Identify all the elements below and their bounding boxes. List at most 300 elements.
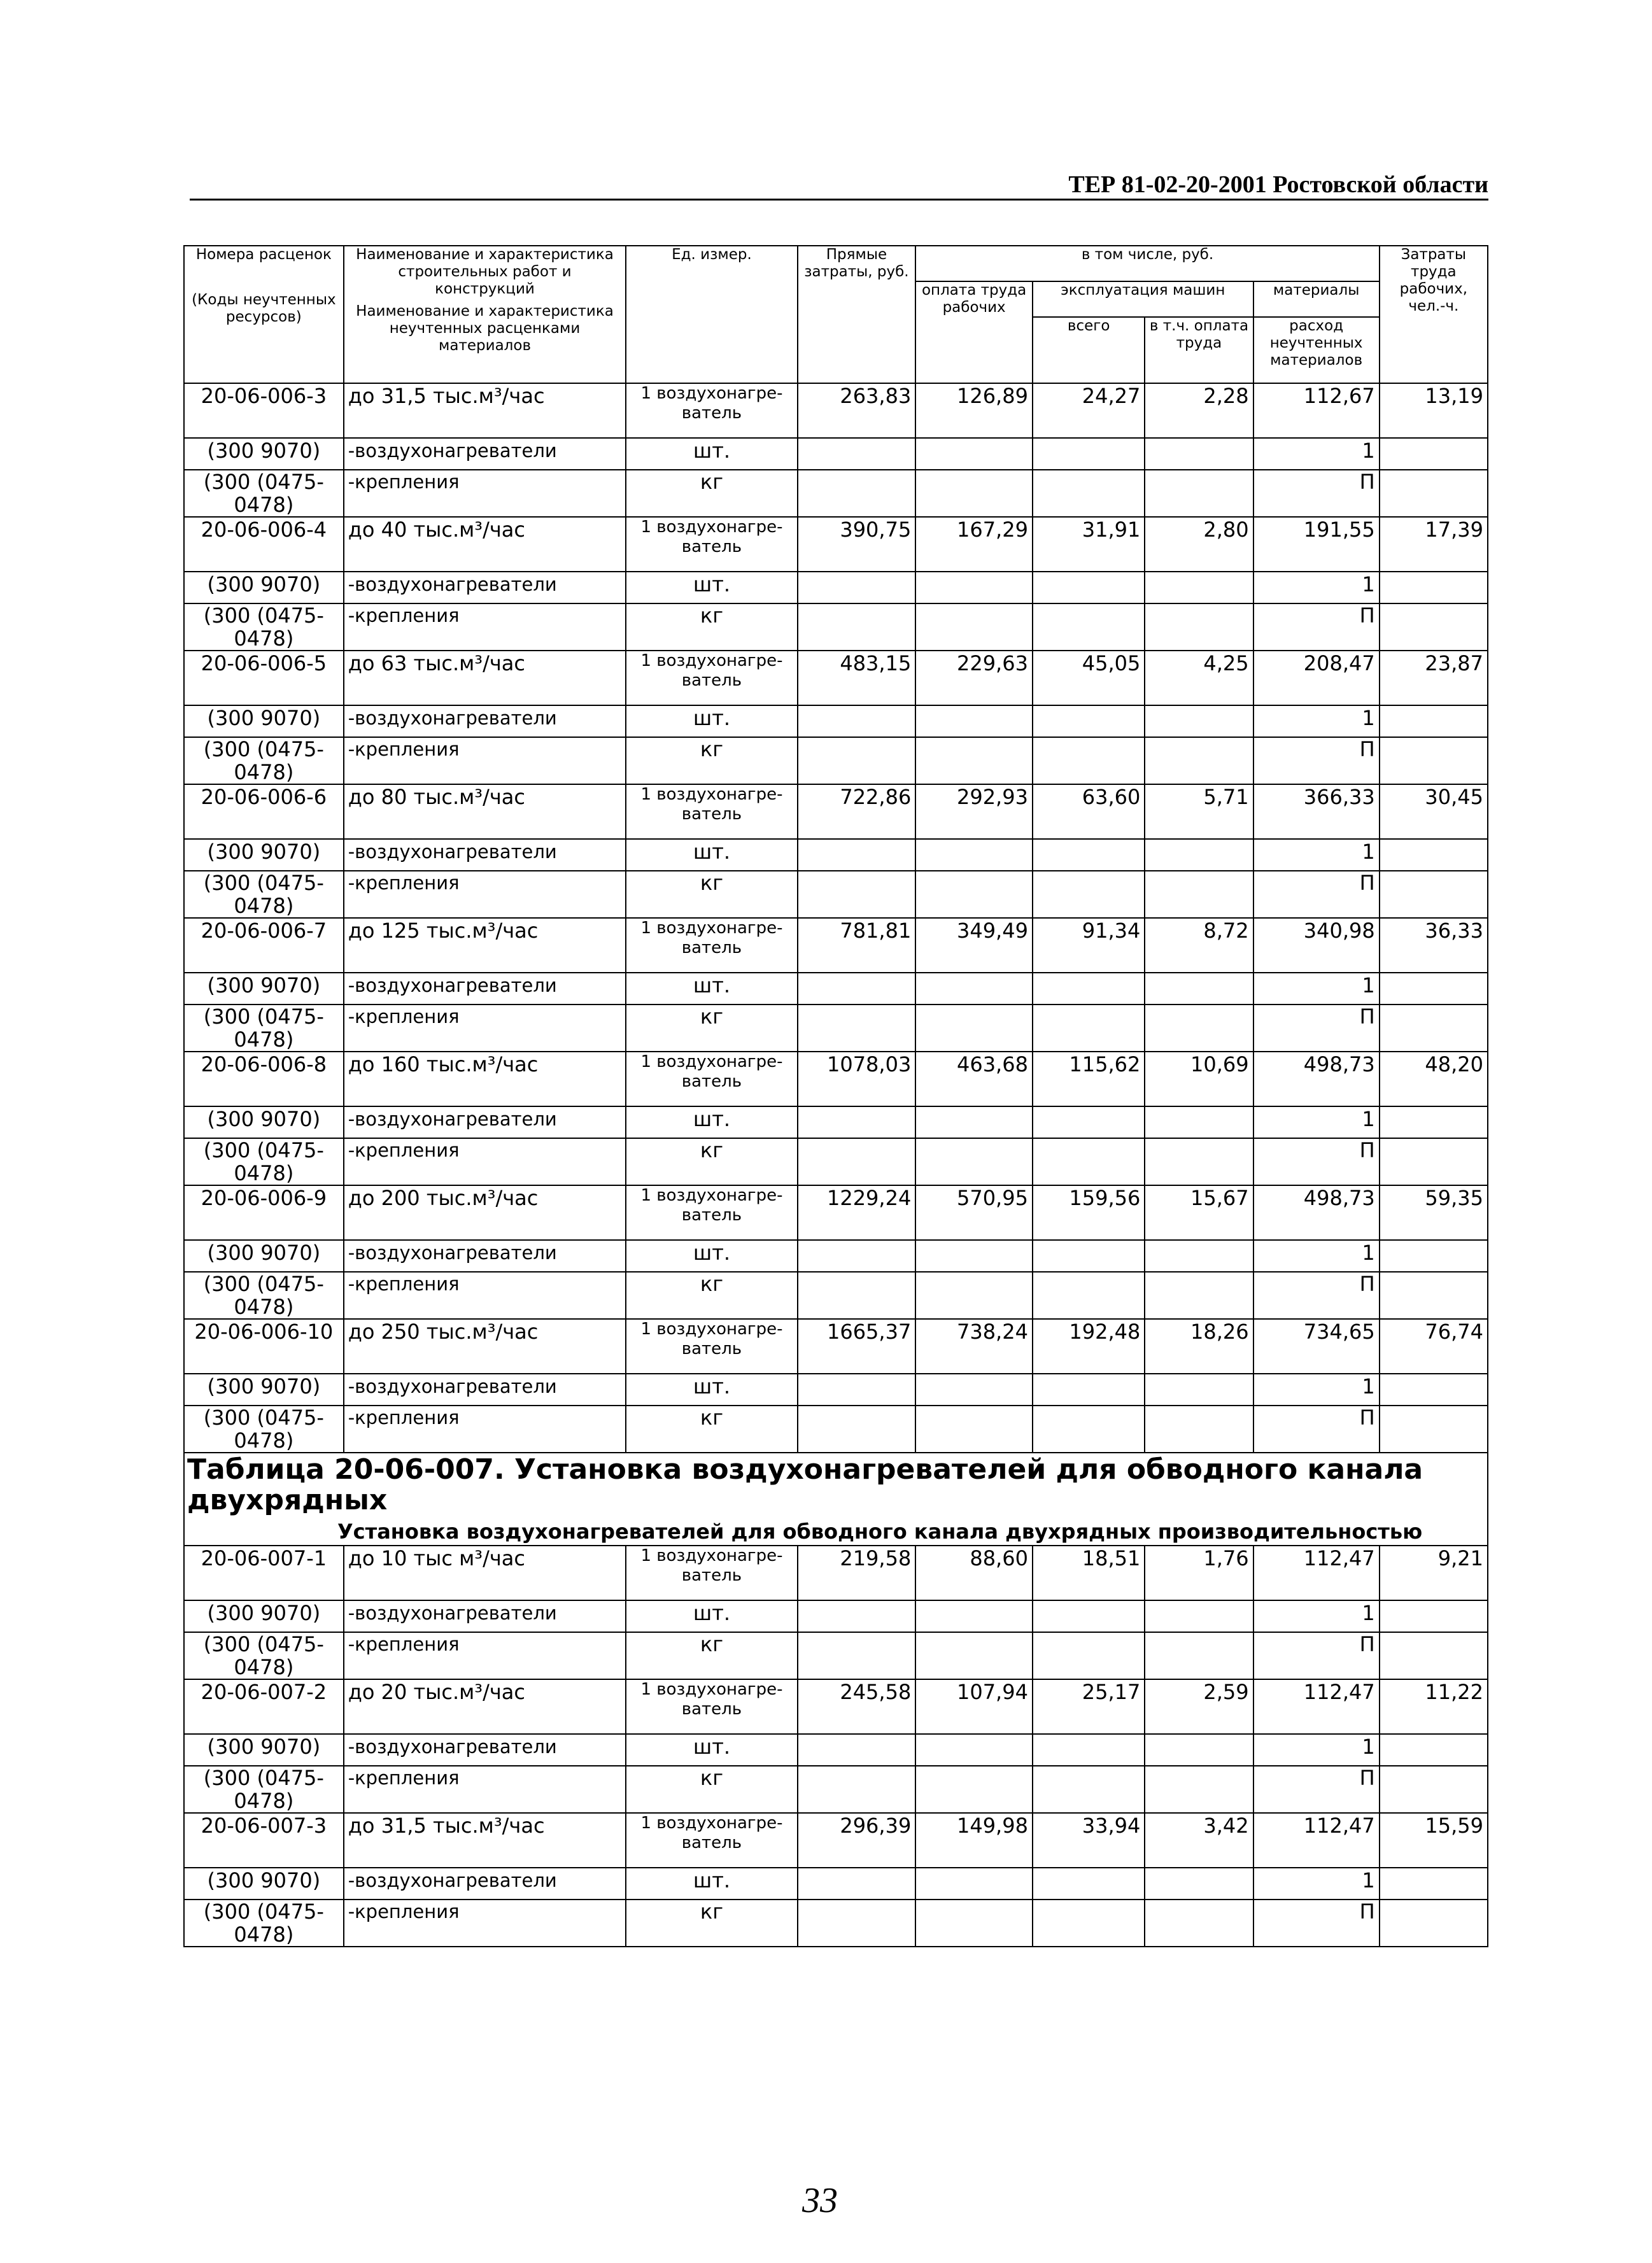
rate-name: до 20 тыс.м³/час: [344, 1679, 626, 1734]
resource-name: -воздухонагреватели: [344, 1600, 626, 1632]
wages-cost: 88,60: [915, 1546, 1033, 1600]
resource-name: -воздухонагреватели: [344, 705, 626, 737]
empty-cell: [1145, 705, 1253, 737]
resource-row: [184, 737, 1488, 784]
wages-cost: 167,29: [915, 517, 1033, 572]
empty-cell: [915, 470, 1033, 517]
empty-cell: [1380, 1868, 1488, 1900]
empty-cell: [1380, 839, 1488, 871]
empty-cell: [798, 839, 916, 871]
rate-name: до 31,5 тыс.м³/час: [344, 1813, 626, 1868]
rate-unit: [626, 1319, 797, 1374]
machines-cost: 91,34: [1033, 918, 1145, 973]
empty-cell: [1145, 1868, 1253, 1900]
empty-cell: [915, 705, 1033, 737]
direct-cost: 722,86: [798, 784, 916, 839]
resource-row: [184, 1005, 1488, 1052]
empty-cell: [1380, 438, 1488, 470]
resource-unit: кг: [626, 1632, 797, 1679]
empty-cell: [798, 470, 916, 517]
resource-name: -крепления: [344, 470, 626, 517]
empty-cell: [1145, 1138, 1253, 1185]
resource-materials: П: [1253, 1766, 1380, 1813]
materials-cost: 340,98: [1253, 918, 1380, 973]
resource-code: (300 (0475-0478): [184, 1406, 344, 1453]
empty-cell: [1033, 839, 1145, 871]
empty-cell: [798, 737, 916, 784]
resource-code: (300 (0475-0478): [184, 737, 344, 784]
resource-row: [184, 1868, 1488, 1900]
rate-code: 20-06-006-3: [184, 383, 344, 438]
resource-row: [184, 1138, 1488, 1185]
resource-code: (300 9070): [184, 705, 344, 737]
empty-cell: [915, 1106, 1033, 1138]
resource-materials: 1: [1253, 705, 1380, 737]
resource-row: [184, 1632, 1488, 1679]
table-row: [184, 651, 1488, 705]
resource-materials: 1: [1253, 839, 1380, 871]
rate-name: до 125 тыс.м³/час: [344, 918, 626, 973]
resource-unit: шт.: [626, 438, 797, 470]
resource-name: -крепления: [344, 603, 626, 651]
resource-name: -крепления: [344, 1900, 626, 1947]
rate-unit: [626, 1546, 797, 1600]
empty-cell: [1145, 737, 1253, 784]
machines-wages: 4,25: [1145, 651, 1253, 705]
resource-row: [184, 1766, 1488, 1813]
table-row: [184, 1052, 1488, 1106]
resource-materials: 1: [1253, 572, 1380, 603]
empty-cell: [1145, 1406, 1253, 1453]
resource-unit: кг: [626, 1272, 797, 1319]
resource-row: [184, 470, 1488, 517]
resource-code: (300 (0475-0478): [184, 1766, 344, 1813]
table-row: [184, 1546, 1488, 1600]
empty-cell: [1380, 1240, 1488, 1272]
empty-cell: [798, 1106, 916, 1138]
direct-cost: 1229,24: [798, 1185, 916, 1240]
resource-code: (300 (0475-0478): [184, 871, 344, 918]
table-body-006: [184, 383, 1488, 1453]
empty-cell: [1033, 603, 1145, 651]
resource-materials: 1: [1253, 1374, 1380, 1406]
direct-cost: 245,58: [798, 1679, 916, 1734]
machines-cost: 159,56: [1033, 1185, 1145, 1240]
resource-materials: П: [1253, 1272, 1380, 1319]
resource-unit: шт.: [626, 1374, 797, 1406]
rate-unit-text: 1 воздухонагре-ватель: [640, 919, 783, 957]
resource-row: [184, 1240, 1488, 1272]
empty-cell: [915, 1900, 1033, 1947]
table-body-007: [184, 1546, 1488, 1947]
materials-cost: 366,33: [1253, 784, 1380, 839]
labor-cost: 17,39: [1380, 517, 1488, 572]
empty-cell: [915, 1406, 1033, 1453]
header-title: ТЕР 81-02-20-2001 Ростовской области: [1068, 171, 1488, 198]
resource-materials: П: [1253, 1900, 1380, 1947]
empty-cell: [798, 438, 916, 470]
resource-name: -воздухонагреватели: [344, 973, 626, 1005]
wages-cost: 126,89: [915, 383, 1033, 438]
resource-name: -крепления: [344, 1005, 626, 1052]
empty-cell: [1380, 1272, 1488, 1319]
resource-materials: 1: [1253, 1600, 1380, 1632]
empty-cell: [1380, 1766, 1488, 1813]
rate-code: 20-06-006-6: [184, 784, 344, 839]
resource-code: (300 (0475-0478): [184, 1900, 344, 1947]
empty-cell: [798, 1240, 916, 1272]
empty-cell: [915, 1600, 1033, 1632]
empty-cell: [915, 871, 1033, 918]
resource-name: -воздухонагреватели: [344, 1734, 626, 1766]
machines-wages: 2,28: [1145, 383, 1253, 438]
rate-name: до 160 тыс.м³/час: [344, 1052, 626, 1106]
empty-cell: [798, 1766, 916, 1813]
resource-name: -воздухонагреватели: [344, 572, 626, 603]
empty-cell: [915, 572, 1033, 603]
rate-unit-text: 1 воздухонагре-ватель: [640, 518, 783, 556]
machines-cost: 192,48: [1033, 1319, 1145, 1374]
rate-name: до 10 тыс м³/час: [344, 1546, 626, 1600]
resource-row: [184, 1734, 1488, 1766]
resource-materials: П: [1253, 603, 1380, 651]
rate-unit: [626, 918, 797, 973]
resource-name: -воздухонагреватели: [344, 1106, 626, 1138]
labor-cost: 9,21: [1380, 1546, 1488, 1600]
col-name-top: Наименование и характеристика строительных работ и конструкций: [356, 246, 614, 297]
rate-unit-text: 1 воздухонагре-ватель: [640, 1052, 783, 1091]
section-007-header: [184, 1453, 1488, 1546]
empty-cell: [1145, 1734, 1253, 1766]
machines-wages: 8,72: [1145, 918, 1253, 973]
empty-cell: [1380, 603, 1488, 651]
resource-row: [184, 705, 1488, 737]
wages-cost: 463,68: [915, 1052, 1033, 1106]
resource-code: (300 9070): [184, 1374, 344, 1406]
rate-code: 20-06-006-5: [184, 651, 344, 705]
table-row: [184, 1813, 1488, 1868]
resource-unit: кг: [626, 603, 797, 651]
col-unit-header: Ед. измер.: [626, 246, 797, 383]
rate-name: до 250 тыс.м³/час: [344, 1319, 626, 1374]
empty-cell: [915, 973, 1033, 1005]
empty-cell: [1145, 438, 1253, 470]
empty-cell: [1145, 1900, 1253, 1947]
wages-cost: 570,95: [915, 1185, 1033, 1240]
rate-unit-text: 1 воздухонагре-ватель: [640, 1546, 783, 1585]
col-machines-header: эксплуатация машин: [1033, 281, 1253, 317]
empty-cell: [1380, 871, 1488, 918]
materials-cost: 498,73: [1253, 1052, 1380, 1106]
resource-code: (300 9070): [184, 1600, 344, 1632]
empty-cell: [915, 438, 1033, 470]
col-incl-header: в том числе, руб.: [915, 246, 1379, 281]
empty-cell: [915, 1138, 1033, 1185]
machines-wages: 5,71: [1145, 784, 1253, 839]
resource-unit: шт.: [626, 572, 797, 603]
empty-cell: [1033, 1868, 1145, 1900]
rate-code: 20-06-006-10: [184, 1319, 344, 1374]
resource-code: (300 (0475-0478): [184, 1272, 344, 1319]
empty-cell: [1033, 1632, 1145, 1679]
empty-cell: [915, 1868, 1033, 1900]
resource-name: -воздухонагреватели: [344, 839, 626, 871]
empty-cell: [798, 1005, 916, 1052]
direct-cost: 263,83: [798, 383, 916, 438]
empty-cell: [1145, 1272, 1253, 1319]
resource-row: [184, 1900, 1488, 1947]
rate-name: до 80 тыс.м³/час: [344, 784, 626, 839]
resource-name: -крепления: [344, 1138, 626, 1185]
resource-materials: 1: [1253, 1240, 1380, 1272]
empty-cell: [798, 1374, 916, 1406]
empty-cell: [798, 572, 916, 603]
resource-row: [184, 973, 1488, 1005]
empty-cell: [915, 1632, 1033, 1679]
resource-materials: П: [1253, 871, 1380, 918]
wages-cost: 229,63: [915, 651, 1033, 705]
document-header: [190, 171, 1488, 201]
resource-code: (300 9070): [184, 572, 344, 603]
price-table: [183, 245, 1488, 1947]
resource-row: [184, 839, 1488, 871]
machines-wages: 10,69: [1145, 1052, 1253, 1106]
labor-cost: 76,74: [1380, 1319, 1488, 1374]
empty-cell: [798, 973, 916, 1005]
col-labor-header: Затраты труда рабочих, чел.-ч.: [1380, 246, 1488, 383]
col-mach-wages-header: в т.ч. оплата труда: [1145, 317, 1253, 383]
resource-name: -крепления: [344, 1632, 626, 1679]
labor-cost: 15,59: [1380, 1813, 1488, 1868]
section-title: Таблица 20-06-007. Установка воздухонагревателей для обводного канала двухрядных: [184, 1453, 1488, 1517]
rate-unit: [626, 1679, 797, 1734]
rate-unit-text: 1 воздухонагре-ватель: [640, 1814, 783, 1852]
empty-cell: [1033, 1900, 1145, 1947]
empty-cell: [1380, 1005, 1488, 1052]
empty-cell: [1145, 1766, 1253, 1813]
machines-cost: 24,27: [1033, 383, 1145, 438]
resource-unit: кг: [626, 1766, 797, 1813]
resource-row: [184, 1374, 1488, 1406]
resource-code: (300 9070): [184, 1868, 344, 1900]
resource-code: (300 9070): [184, 1734, 344, 1766]
resource-row: [184, 438, 1488, 470]
resource-code: (300 9070): [184, 1240, 344, 1272]
machines-cost: 18,51: [1033, 1546, 1145, 1600]
empty-cell: [1145, 973, 1253, 1005]
empty-cell: [798, 1406, 916, 1453]
empty-cell: [1380, 1632, 1488, 1679]
direct-cost: 1665,37: [798, 1319, 916, 1374]
resource-code: (300 (0475-0478): [184, 1005, 344, 1052]
direct-cost: 390,75: [798, 517, 916, 572]
resource-materials: 1: [1253, 1868, 1380, 1900]
empty-cell: [915, 1374, 1033, 1406]
resource-name: -крепления: [344, 1766, 626, 1813]
resource-row: [184, 603, 1488, 651]
col-code-bottom: (Коды неучтенных ресурсов): [192, 292, 336, 325]
resource-name: -крепления: [344, 737, 626, 784]
materials-cost: 112,67: [1253, 383, 1380, 438]
resource-unit: шт.: [626, 1240, 797, 1272]
empty-cell: [798, 1868, 916, 1900]
empty-cell: [1380, 1374, 1488, 1406]
resource-unit: шт.: [626, 1600, 797, 1632]
empty-cell: [1033, 572, 1145, 603]
direct-cost: 1078,03: [798, 1052, 916, 1106]
rate-code: 20-06-007-3: [184, 1813, 344, 1868]
col-code-top: Номера расценок: [195, 246, 332, 263]
labor-cost: 13,19: [1380, 383, 1488, 438]
rate-name: до 63 тыс.м³/час: [344, 651, 626, 705]
resource-name: -крепления: [344, 1406, 626, 1453]
empty-cell: [798, 603, 916, 651]
machines-cost: 31,91: [1033, 517, 1145, 572]
empty-cell: [798, 1900, 916, 1947]
labor-cost: 11,22: [1380, 1679, 1488, 1734]
empty-cell: [1145, 1005, 1253, 1052]
machines-wages: 2,80: [1145, 517, 1253, 572]
resource-unit: шт.: [626, 1106, 797, 1138]
resource-unit: кг: [626, 871, 797, 918]
rate-code: 20-06-006-7: [184, 918, 344, 973]
resource-unit: шт.: [626, 1734, 797, 1766]
machines-cost: 45,05: [1033, 651, 1145, 705]
resource-code: (300 (0475-0478): [184, 1632, 344, 1679]
page-number: 33: [802, 2181, 838, 2220]
rate-code: 20-06-007-2: [184, 1679, 344, 1734]
table-row: [184, 784, 1488, 839]
machines-wages: 2,59: [1145, 1679, 1253, 1734]
empty-cell: [1380, 1734, 1488, 1766]
table-row: [184, 1319, 1488, 1374]
table-row: [184, 383, 1488, 438]
resource-code: (300 9070): [184, 973, 344, 1005]
empty-cell: [1145, 470, 1253, 517]
materials-cost: 734,65: [1253, 1319, 1380, 1374]
resource-unit: шт.: [626, 839, 797, 871]
rate-unit-text: 1 воздухонагре-ватель: [640, 384, 783, 423]
direct-cost: 219,58: [798, 1546, 916, 1600]
col-mat-unaccounted-header: расход неучтенных материалов: [1253, 317, 1380, 383]
empty-cell: [798, 1600, 916, 1632]
machines-cost: 63,60: [1033, 784, 1145, 839]
empty-cell: [1380, 973, 1488, 1005]
empty-cell: [1033, 705, 1145, 737]
empty-cell: [1033, 470, 1145, 517]
materials-cost: 208,47: [1253, 651, 1380, 705]
direct-cost: 483,15: [798, 651, 916, 705]
resource-unit: кг: [626, 1005, 797, 1052]
resource-materials: П: [1253, 470, 1380, 517]
wages-cost: 107,94: [915, 1679, 1033, 1734]
resource-code: (300 9070): [184, 1106, 344, 1138]
rate-name: до 40 тыс.м³/час: [344, 517, 626, 572]
resource-row: [184, 1600, 1488, 1632]
materials-cost: 498,73: [1253, 1185, 1380, 1240]
table-row: [184, 1185, 1488, 1240]
rate-unit-text: 1 воздухонагре-ватель: [640, 1680, 783, 1719]
empty-cell: [1033, 871, 1145, 918]
rate-unit: [626, 1813, 797, 1868]
materials-cost: 112,47: [1253, 1679, 1380, 1734]
labor-cost: 23,87: [1380, 651, 1488, 705]
resource-unit: кг: [626, 1406, 797, 1453]
col-name-bottom: Наименование и характеристика неучтенных расценками материалов: [356, 303, 614, 354]
empty-cell: [1145, 871, 1253, 918]
resource-unit: шт.: [626, 1868, 797, 1900]
empty-cell: [1033, 1240, 1145, 1272]
empty-cell: [1380, 1406, 1488, 1453]
machines-cost: 115,62: [1033, 1052, 1145, 1106]
wages-cost: 149,98: [915, 1813, 1033, 1868]
empty-cell: [1033, 737, 1145, 784]
col-mach-total-header: всего: [1033, 317, 1145, 383]
empty-cell: [915, 1766, 1033, 1813]
resource-name: -крепления: [344, 871, 626, 918]
empty-cell: [1380, 1106, 1488, 1138]
section-subtitle: Установка воздухонагревателей для обводного канала двухрядных производительностью: [184, 1517, 1488, 1546]
resource-materials: П: [1253, 1005, 1380, 1052]
resource-unit: шт.: [626, 705, 797, 737]
resource-materials: П: [1253, 1632, 1380, 1679]
empty-cell: [798, 705, 916, 737]
empty-cell: [1033, 1374, 1145, 1406]
resource-row: [184, 572, 1488, 603]
wages-cost: 349,49: [915, 918, 1033, 973]
empty-cell: [798, 871, 916, 918]
rate-code: 20-06-007-1: [184, 1546, 344, 1600]
machines-wages: 3,42: [1145, 1813, 1253, 1868]
resource-unit: кг: [626, 470, 797, 517]
resource-unit: кг: [626, 1138, 797, 1185]
empty-cell: [1145, 1106, 1253, 1138]
col-code-header: [184, 246, 344, 383]
rate-unit: [626, 1185, 797, 1240]
resource-materials: 1: [1253, 438, 1380, 470]
empty-cell: [1145, 839, 1253, 871]
resource-name: -воздухонагреватели: [344, 438, 626, 470]
empty-cell: [915, 737, 1033, 784]
wages-cost: 738,24: [915, 1319, 1033, 1374]
rate-unit-text: 1 воздухонагре-ватель: [640, 651, 783, 690]
resource-code: (300 (0475-0478): [184, 1138, 344, 1185]
empty-cell: [915, 1005, 1033, 1052]
rate-unit: [626, 383, 797, 438]
resource-name: -воздухонагреватели: [344, 1374, 626, 1406]
empty-cell: [1145, 1632, 1253, 1679]
resource-unit: кг: [626, 737, 797, 784]
empty-cell: [1033, 438, 1145, 470]
machines-cost: 25,17: [1033, 1679, 1145, 1734]
materials-cost: 112,47: [1253, 1546, 1380, 1600]
materials-cost: 112,47: [1253, 1813, 1380, 1868]
empty-cell: [1380, 737, 1488, 784]
machines-wages: 1,76: [1145, 1546, 1253, 1600]
resource-materials: П: [1253, 737, 1380, 784]
empty-cell: [798, 1632, 916, 1679]
empty-cell: [915, 1272, 1033, 1319]
empty-cell: [798, 1272, 916, 1319]
empty-cell: [1033, 1600, 1145, 1632]
resource-unit: кг: [626, 1900, 797, 1947]
empty-cell: [1145, 1240, 1253, 1272]
rate-unit-text: 1 воздухонагре-ватель: [640, 1186, 783, 1225]
empty-cell: [1145, 572, 1253, 603]
resource-code: (300 (0475-0478): [184, 470, 344, 517]
empty-cell: [1033, 1734, 1145, 1766]
empty-cell: [1033, 973, 1145, 1005]
